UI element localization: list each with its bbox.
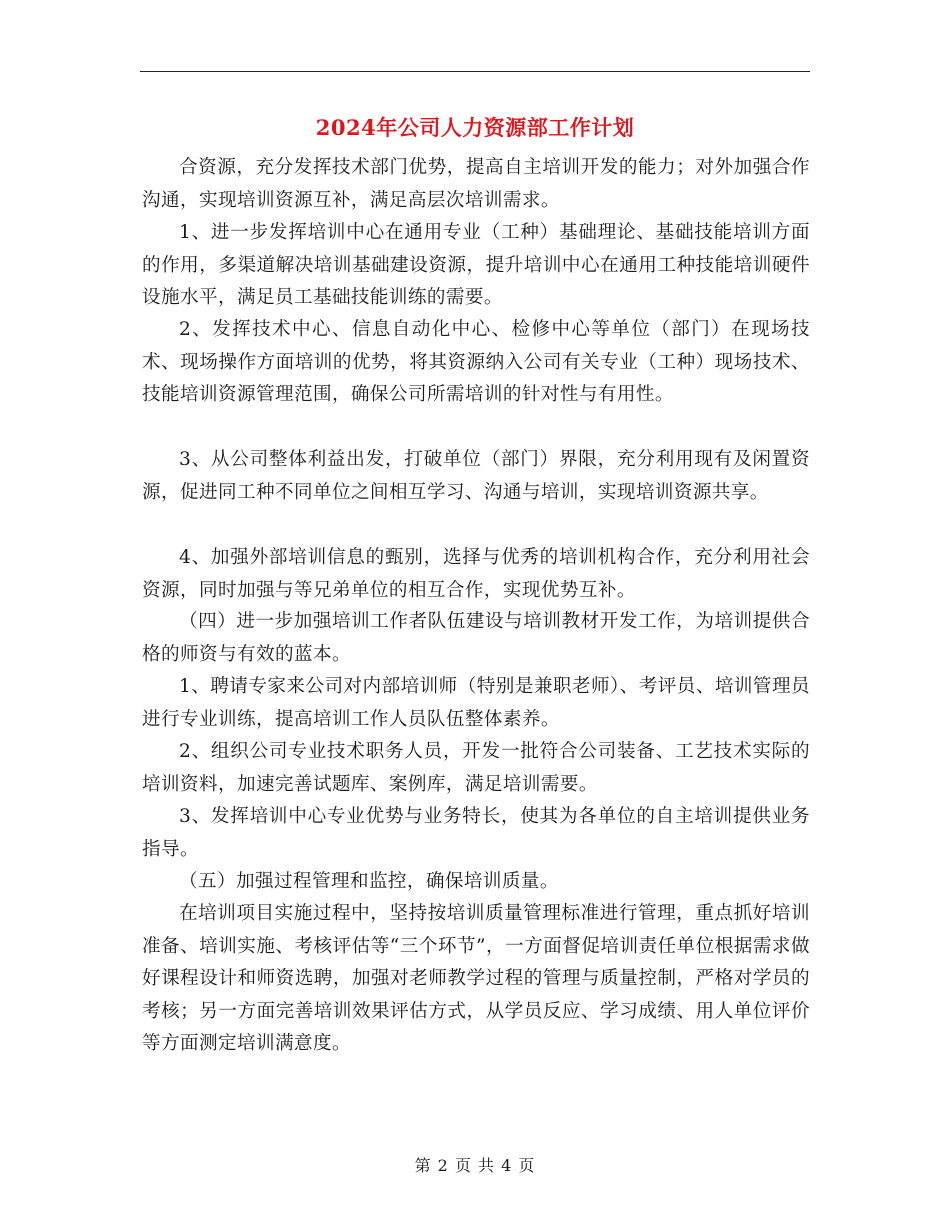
paragraph-5: 4、加强外部培训信息的甄别，选择与优秀的培训机构合作，充分利用社会资源，同时加强与等兄弟单位的相互合作，实现优势互补。 — [142, 547, 810, 601]
paragraph-10: （五）加强过程管理和监控，确保培训质量。 — [179, 871, 559, 892]
paragraph-7: 1、聘请专家来公司对内部培训师（特别是兼职老师）、考评员、培训管理员进行专业训练，提高培训工作人员队伍整体素养。 — [142, 676, 810, 730]
paragraph-1: 合资源，充分发挥技术部门优势，提高自主培训开发的能力；对外加强合作沟通，实现培训资源互补，满足高层次培训需求。 — [142, 157, 810, 211]
paragraph-6: （四）进一步加强培训工作者队伍建设与培训教材开发工作，为培训提供合格的师资与有效的蓝本。 — [142, 611, 810, 665]
paragraph-2: 1、进一步发挥培训中心在通用专业（工种）基础理论、基础技能培训方面的作用，多渠道解决培训基础建设资源，提升培训中心在通用工种技能培训硬件设施水平，满足员工基础技能训练的需要。 — [142, 222, 810, 308]
paragraph-3: 2、发挥技术中心、信息自动化中心、检修中心等单位（部门）在现场技术、现场操作方面培训的优势，将其资源纳入公司有关专业（工种）现场技术、技能培训资源管理范围，确保公司所需培训的针对性与有用性。 — [142, 319, 810, 405]
header-rule — [140, 71, 810, 72]
paragraph-8: 2、组织公司专业技术职务人员，开发一批符合公司装备、工艺技术实际的培训资料，加速完善试题库、案例库，满足培训需要。 — [142, 741, 810, 795]
page-number-footer: 第 2 页 共 4 页 — [414, 1156, 536, 1175]
paragraph-9: 3、发挥培训中心专业优势与业务特长，使其为各单位的自主培训提供业务指导。 — [142, 806, 810, 860]
paragraph-4: 3、从公司整体利益出发，打破单位（部门）界限，充分利用现有及闲置资源，促进同工种不同单位之间相互学习、沟通与培训，实现培训资源共享。 — [142, 449, 810, 503]
paragraph-11: 在培训项目实施过程中，坚持按培训质量管理标准进行管理，重点抓好培训准备、培训实施、考核评估等“三个环节”，一方面督促培训责任单位根据需求做好课程设计和师资选聘，加强对老师教学过程的管理与质量控制，严格对学员的考核；另一方面完善培训效果评估方式，从学员反应、学习成绩、用人单位评价等方面测定培训满意度。 — [142, 903, 810, 1054]
document-title: 2024年公司人力资源部工作计划 — [315, 115, 635, 140]
